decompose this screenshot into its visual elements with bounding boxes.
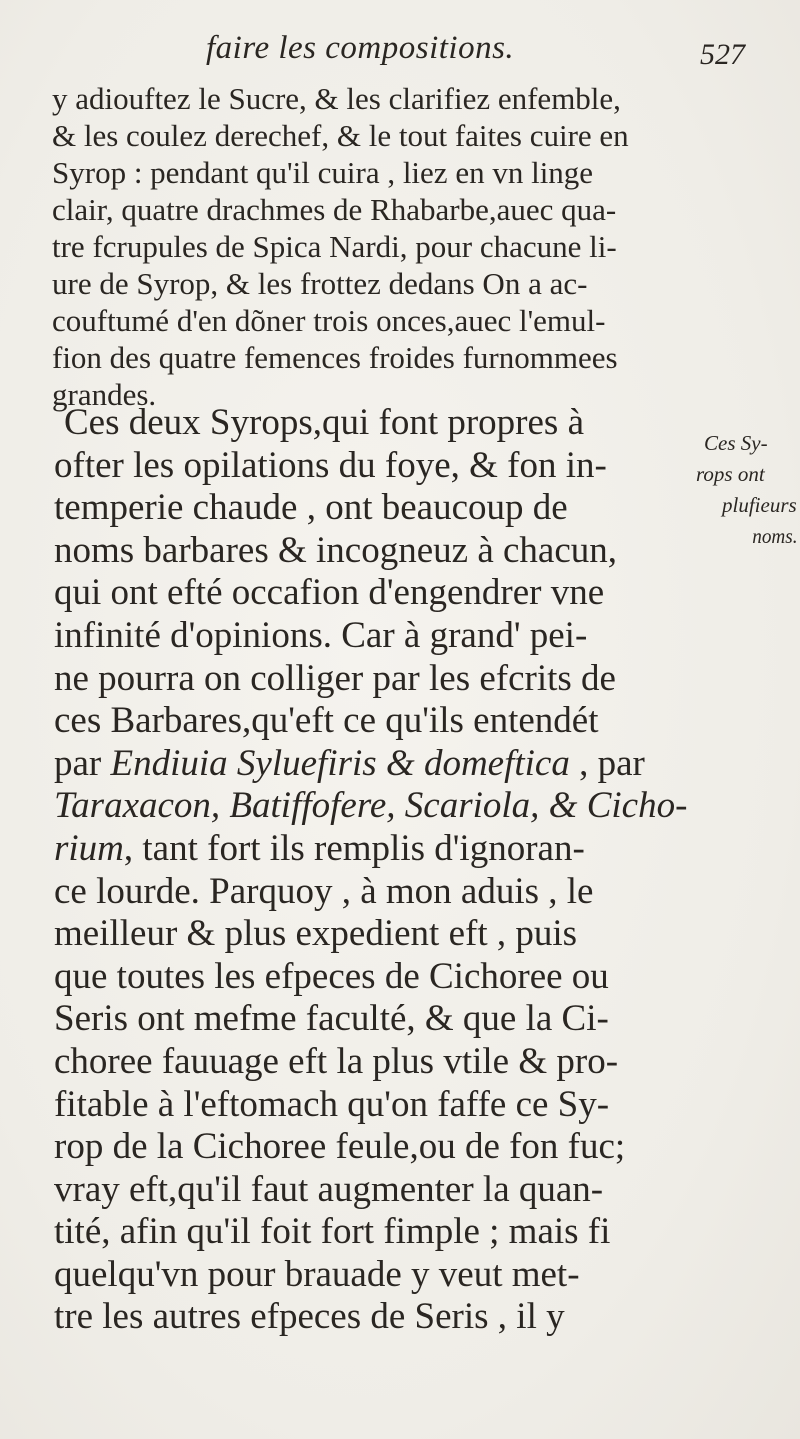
text-line [54,1296,744,1339]
text-line [54,1169,744,1212]
text-line: tre fcrupules de Spica Nardi, pour chacune li- [52,229,617,264]
italic-text: Endiuia Syluefiris & domeftica [110,742,570,784]
text-span: ofter les opilations du foye, & fon in- [54,444,607,486]
text-line [54,1254,744,1297]
text-line [54,615,744,658]
italic-text: rium [54,827,124,869]
italic-text: Taraxacon, Batiffofere, Scariola, & Cicho- [54,785,688,827]
running-title: faire les compositions. [206,30,515,66]
text-line [54,445,744,488]
margin-note-line: plufieurs [722,493,797,517]
text-line: ure de Syrop, & les frottez dedans On a ac- [52,266,588,301]
margin-note-line: noms. [752,524,798,548]
text-line [54,998,744,1041]
text-line [54,785,744,828]
text-line: fion des quatre femences froides furnommees [52,340,618,375]
text-line: grandes. [52,377,157,412]
text-line [54,572,744,615]
text-line [54,956,744,999]
text-span: tre les autres efpeces de Seris , il y [54,1296,565,1338]
text-span: ne pourra on colliger par les efcrits de [54,657,616,699]
page-header [0,30,800,80]
paragraph-syrup-names [54,402,744,1339]
text-span: par [54,742,111,784]
text-line [54,700,744,743]
text-span: temperie chaude , ont beaucoup de [54,487,568,529]
text-line [54,743,744,786]
text-span: vray eft,qu'il faut augmenter la quan- [54,1168,604,1210]
text-line [54,530,744,573]
text-line: clair, quatre drachmes de Rhabarbe,auec qua- [52,192,617,227]
text-line: couftumé d'en dõner trois onces,auec l'emul- [52,303,606,338]
margin-note-line: rops ont [696,462,765,486]
text-line [54,913,744,956]
text-line [54,1084,744,1127]
text-line [54,487,744,530]
text-span: quelqu'vn pour brauade y veut met- [54,1253,580,1295]
text-span: infinité d'opinions. Car à grand' pei- [54,614,588,656]
text-line [54,871,744,914]
text-line [54,828,744,871]
text-span: , tant fort ils remplis d'ignoran- [123,827,585,869]
text-line [54,1211,744,1254]
text-span: Ces deux Syrops,qui font propres à [64,402,584,443]
text-span: fitable à l'eftomach qu'on faffe ce Sy- [54,1083,610,1125]
page-number: 527 [700,38,745,71]
text-span: noms barbares & incogneuz à chacun, [54,529,618,571]
text-span: , par [569,742,645,784]
text-line [54,1126,744,1169]
text-line [54,1041,744,1084]
text-line [54,402,744,445]
text-span: Seris ont mefme faculté, & que la Ci- [54,998,609,1040]
paragraph-syrup-preparation [52,80,772,413]
text-span: rop de la Cichoree feule,ou de fon fuc; [54,1126,626,1168]
text-span: que toutes les efpeces de Cichoree ou [54,955,609,997]
text-line: & les coulez derechef, & le tout faites cuire en [52,118,629,153]
text-line: Syrop : pendant qu'il cuira , liez en vn linge [52,155,594,190]
text-span: qui ont efté occafion d'engendrer vne [54,572,605,614]
text-span: ces Barbares,qu'eft ce qu'ils entendét [54,700,599,742]
text-line [54,658,744,701]
margin-note-line: Ces Sy- [704,431,768,455]
text-span: choree fauuage eft la plus vtile & pro- [54,1040,619,1082]
text-span: tité, afin qu'il foit fort fimple ; mais fi [54,1211,611,1253]
margin-note [690,428,800,552]
text-span: ce lourde. Parquoy , à mon aduis , le [54,870,594,912]
text-span: meilleur & plus expedient eft , puis [54,913,578,955]
text-line: y adiouftez le Sucre, & les clarifiez enfemble, [52,81,621,116]
